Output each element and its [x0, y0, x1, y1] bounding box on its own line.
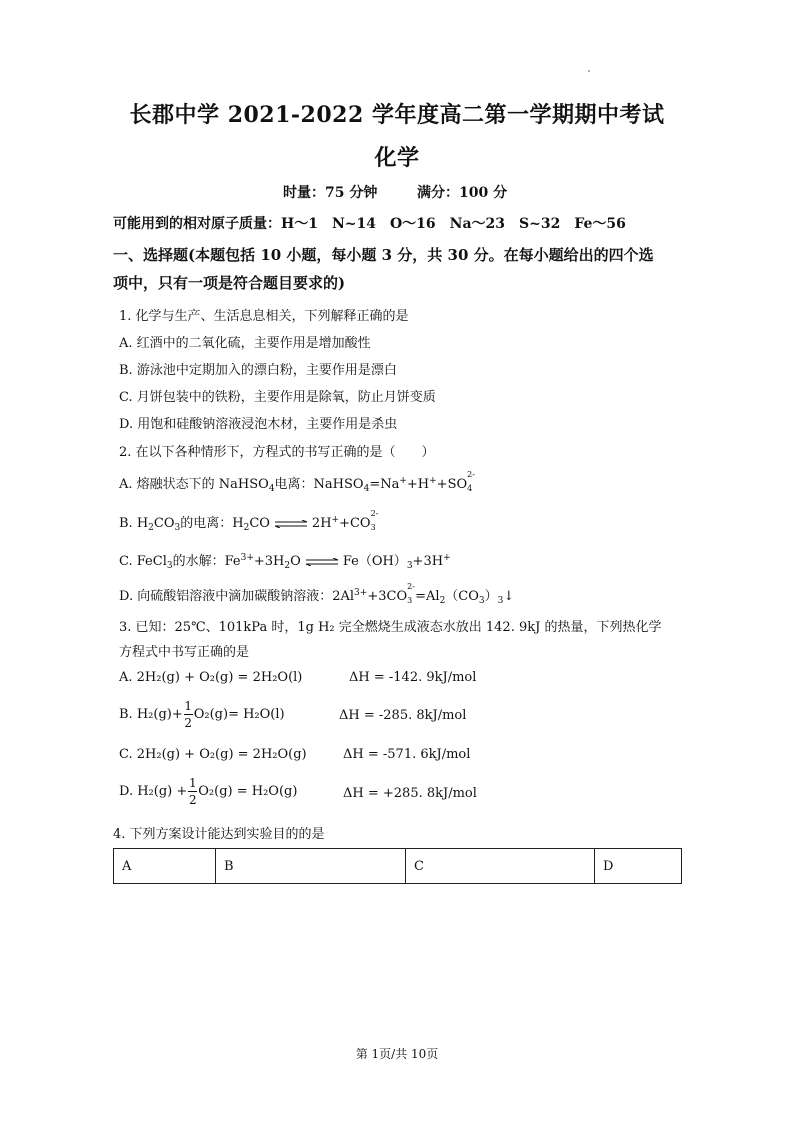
table-header-cell: A [114, 849, 216, 884]
q3-stem-line1: 3. 已知：25℃、101kPa 时，1g H₂ 完全燃烧生成液态水放出 142. 9kJ 的热量，下列热化学 [119, 620, 662, 635]
exam-time: 时量：75 分钟 [283, 185, 378, 201]
q2-option-a: A. 熔融状态下的 NaHSO$_4$电离：NaHSO$_4$=Na++H++SO 2- 4 [119, 470, 475, 494]
q1-option-b: B. 游泳池中定期加入的漂白粉，主要作用是漂白 [119, 363, 397, 378]
q3-option-d-enthalpy: ΔH = +285. 8kJ/mol [343, 786, 477, 801]
q1-option-d: D. 用饱和硅酸钠溶液浸泡木材，主要作用是杀虫 [119, 417, 398, 432]
q3-option-c-enthalpy: ΔH = -571. 6kJ/mol [343, 747, 471, 762]
table-header-cell: D [595, 849, 682, 884]
q3-option-b-enthalpy: ΔH = -285. 8kJ/mol [339, 708, 467, 723]
fraction-one-half: $\frac{1}{2}$ [188, 776, 197, 807]
q3-option-a-equation: A. 2H₂(g) + O₂(g) = 2H₂O(l) [119, 670, 303, 685]
fraction-one-half: $\frac{1}{2}$ [184, 699, 193, 730]
page-footer: 第 1页/共 10页 [355, 1047, 439, 1061]
page-speck [588, 70, 590, 72]
q1-stem: 1. 化学与生产、生活息息相关，下列解释正确的是 [119, 309, 409, 324]
q3-stem-line2: 方程式中书写正确的是 [119, 645, 250, 660]
atomic-masses: 可能用到的相对原子质量：H～1 N~14 O～16 Na～23 S~32 Fe～56 [113, 216, 626, 232]
q2-option-d: D. 向硫酸铝溶液中滴加碳酸钠溶液：$2Al^{3+}+3CO$ 2- 3 $=Al_2(CO_3)_3↓$ [119, 582, 515, 606]
table-header-cell: B [216, 849, 406, 884]
q4-options-table [113, 848, 682, 884]
subject-title: 化学 [374, 145, 420, 171]
q3-option-c-equation: C. 2H₂(g) + O₂(g) = 2H₂O(g) [119, 747, 307, 762]
q1-option-a: A. 红酒中的二氧化硫，主要作用是增加酸性 [119, 336, 371, 351]
q2-stem: 2. 在以下各种情形下，方程式的书写正确的是（ ） [119, 445, 435, 460]
exam-title: 长郡中学 2021-2022 学年度高二第一学期期中考试 [129, 102, 665, 128]
section-heading-line1: 一、选择题(本题包括 10 小题，每小题 3 分，共 30 分。在每小题给出的四个选 [113, 246, 654, 264]
q2-option-c: C. FeCl$_3$的水解：$Fe^{3+}+3H_2O$ $Fe(OH)_3+3H^+$ [119, 553, 451, 571]
table-header-cell: C [406, 849, 595, 884]
q3-option-d-equation: D. H₂(g) + $\frac{1}{2}$ O₂(g) = H₂O(g) [119, 776, 298, 807]
q2-option-b: B. $H_2CO_3$的电离：$H_2CO$ 2H++CO 2- 3 [119, 509, 379, 533]
reversible-arrow-icon [274, 520, 308, 528]
q4-stem: 4. 下列方案设计能达到实验目的的是 [113, 827, 325, 842]
section-heading-line2: 项中，只有一项是符合题目要求的) [113, 274, 346, 292]
reversible-arrow-icon [305, 558, 339, 566]
table-row [114, 849, 682, 884]
exam-full-score: 满分：100 分 [417, 185, 508, 201]
q3-option-b-equation: B. H₂(g)+ $\frac{1}{2}$ O₂(g)= H₂O(l) [119, 699, 285, 730]
q3-option-a-enthalpy: ΔH = -142. 9kJ/mol [349, 670, 477, 685]
q1-option-c: C. 月饼包装中的铁粉，主要作用是除氧，防止月饼变质 [119, 390, 436, 405]
